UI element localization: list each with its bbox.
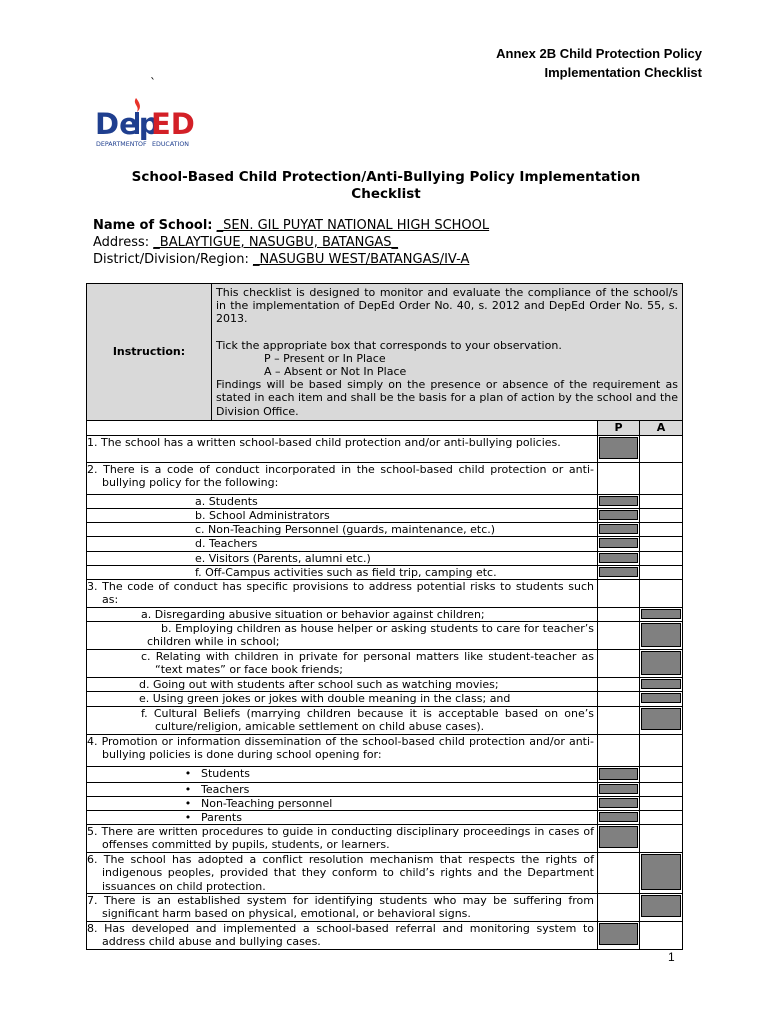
- checkbox-p[interactable]: [598, 565, 640, 579]
- district-row: District/Division/Region: _NASUGBU WEST/BATANGAS/IV-A: [93, 252, 470, 267]
- table-row: • Teachers: [87, 782, 683, 796]
- table-row: b. Employing children as house helper or asking students to care for teacher’s children while in school;: [87, 622, 683, 650]
- table-row: d. Going out with students after school such as watching movies;: [87, 678, 683, 692]
- address-row: Address: _BALAYTIGUE, NASUGBU, BATANGAS_: [93, 235, 399, 250]
- checkbox-p[interactable]: [598, 766, 640, 782]
- page-number: 1: [668, 950, 675, 964]
- instruction-text: This checklist is designed to monitor and evaluate the compliance of the school/s in the implementation of DepEd Order No. 40, s. 2012 and DepEd Order No. 55, s. 2013. Tick the appropriate box that corresponds to your observation. P – Present or In Place A – Absent or Not In Place Findings will be based simply on the presence or absence of the requirement as stated in each item and shall be the basis for a plan of action by the school and the Division Office.: [212, 284, 683, 421]
- page-title: School-Based Child Protection/Anti-Bullying Policy Implementation Checklist: [131, 169, 641, 202]
- checkbox-p[interactable]: [598, 494, 640, 508]
- col-present: P: [598, 420, 640, 435]
- school-name-value: _SEN. GIL PUYAT NATIONAL HIGH SCHOOL: [216, 218, 490, 233]
- logo-subtext: DEPARTMENT: [96, 141, 139, 148]
- table-row: 4. Promotion or information dissemination of the school-based child protection and/or anti-bullying policies is done during school opening for:: [87, 734, 683, 766]
- checkbox-a[interactable]: [640, 509, 683, 523]
- bullet-icon: •: [184, 782, 192, 796]
- bullet-icon: •: [184, 766, 192, 780]
- checkbox-p[interactable]: [598, 692, 640, 706]
- bullet-icon: •: [184, 811, 192, 825]
- table-row: e. Using green jokes or jokes with double meaning in the class; and: [87, 692, 683, 706]
- checklist-table: [86, 283, 683, 950]
- instruction-label: Instruction:: [87, 284, 212, 421]
- table-row: 5. There are written procedures to guide in conducting disciplinary proceedings in cases of offenses committed by pupils, students, or learners.: [87, 825, 683, 853]
- checkbox-a[interactable]: [640, 811, 683, 825]
- checkbox-p[interactable]: [598, 650, 640, 678]
- checkbox-p[interactable]: [598, 825, 640, 853]
- annex-line-2: Implementation Checklist: [544, 65, 702, 80]
- table-row: 2. There is a code of conduct incorporated in the school-based child protection or anti-bullying policy for the following:: [87, 462, 683, 494]
- checkbox-a[interactable]: [640, 922, 683, 950]
- checkbox-a[interactable]: [640, 692, 683, 706]
- checkbox-p[interactable]: [598, 678, 640, 692]
- col-absent: A: [640, 420, 683, 435]
- checkbox-p[interactable]: [598, 782, 640, 796]
- stray-mark: `: [150, 76, 156, 90]
- checkbox-p[interactable]: [598, 537, 640, 551]
- checkbox-p[interactable]: [598, 922, 640, 950]
- checkbox-a[interactable]: [640, 565, 683, 579]
- checkbox-a[interactable]: [640, 523, 683, 537]
- table-row: 7. There is an established system for identifying students who may be suffering from significant harm based on physical, emotional, or behavioral signs.: [87, 894, 683, 922]
- column-header-row: [87, 420, 683, 435]
- checkbox-a[interactable]: [640, 650, 683, 678]
- table-row: c. Relating with children in private for personal matters like student-teacher as “text mates” or face book friends;: [87, 650, 683, 678]
- table-row: b. School Administrators: [87, 509, 683, 523]
- table-row: • Parents: [87, 811, 683, 825]
- checkbox-p[interactable]: [598, 435, 640, 462]
- checkbox-a[interactable]: [640, 825, 683, 853]
- table-row: d. Teachers: [87, 537, 683, 551]
- checkbox-p[interactable]: [598, 551, 640, 565]
- checkbox-a[interactable]: [640, 494, 683, 508]
- svg-text:OF: OF: [138, 141, 147, 148]
- table-row: f. Cultural Beliefs (marrying children because it is acceptable based on one’s culture/religion, amicable settlement on child abuse cases).: [87, 706, 683, 734]
- address-value: _BALAYTIGUE, NASUGBU, BATANGAS_: [153, 235, 399, 250]
- school-info: [93, 217, 489, 268]
- table-row: 1. The school has a written school-based child protection and/or anti-bullying policies.: [87, 435, 683, 462]
- checkbox-a[interactable]: [640, 608, 683, 622]
- checkbox-a[interactable]: [640, 853, 683, 894]
- checkbox-p[interactable]: [598, 523, 640, 537]
- annex-line-1: Annex 2B Child Protection Policy: [496, 46, 702, 61]
- checkbox-p[interactable]: [598, 622, 640, 650]
- table-row: a. Students: [87, 494, 683, 508]
- table-row: • Students: [87, 766, 683, 782]
- logo-dep-text: Dep: [95, 107, 160, 141]
- checkbox-a[interactable]: [640, 537, 683, 551]
- checkbox-a[interactable]: [640, 706, 683, 734]
- checkbox-a[interactable]: [640, 894, 683, 922]
- checkbox-a[interactable]: [640, 435, 683, 462]
- checkbox-a[interactable]: [640, 782, 683, 796]
- checkbox-p[interactable]: [598, 894, 640, 922]
- bullet-icon: •: [184, 796, 192, 810]
- logo-ed-text: ED: [151, 107, 195, 141]
- table-row: e. Visitors (Parents, alumni etc.): [87, 551, 683, 565]
- svg-text:EDUCATION: EDUCATION: [152, 141, 190, 148]
- checkbox-p[interactable]: [598, 853, 640, 894]
- checkbox-a[interactable]: [640, 678, 683, 692]
- checkbox-a[interactable]: [640, 766, 683, 782]
- table-row: a. Disregarding abusive situation or behavior against children;: [87, 608, 683, 622]
- district-value: _NASUGBU WEST/BATANGAS/IV-A: [252, 252, 470, 267]
- checkbox-p[interactable]: [598, 811, 640, 825]
- checkbox-p[interactable]: [598, 608, 640, 622]
- deped-logo: [94, 96, 206, 158]
- checkbox-p[interactable]: [598, 706, 640, 734]
- table-row: 3. The code of conduct has specific provisions to address potential risks to students such as:: [87, 580, 683, 608]
- checkbox-a[interactable]: [640, 796, 683, 810]
- checkbox-p[interactable]: [598, 509, 640, 523]
- instruction-row: [87, 284, 683, 421]
- checkbox-a[interactable]: [640, 622, 683, 650]
- checkbox-a[interactable]: [640, 551, 683, 565]
- table-row: 6. The school has adopted a conflict resolution mechanism that respects the rights of indigenous peoples, provided that they conform to child’s rights and the Department issuances on child protection.: [87, 853, 683, 894]
- school-name-row: Name of School: _SEN. GIL PUYAT NATIONAL HIGH SCHOOL: [93, 218, 490, 233]
- table-row: 8. Has developed and implemented a school-based referral and monitoring system to address child abuse and bullying cases.: [87, 922, 683, 950]
- table-row: • Non-Teaching personnel: [87, 796, 683, 810]
- checkbox-p[interactable]: [598, 796, 640, 810]
- table-row: f. Off-Campus activities such as field trip, camping etc.: [87, 565, 683, 579]
- annex-header: [496, 44, 702, 82]
- table-row: c. Non-Teaching Personnel (guards, maintenance, etc.): [87, 523, 683, 537]
